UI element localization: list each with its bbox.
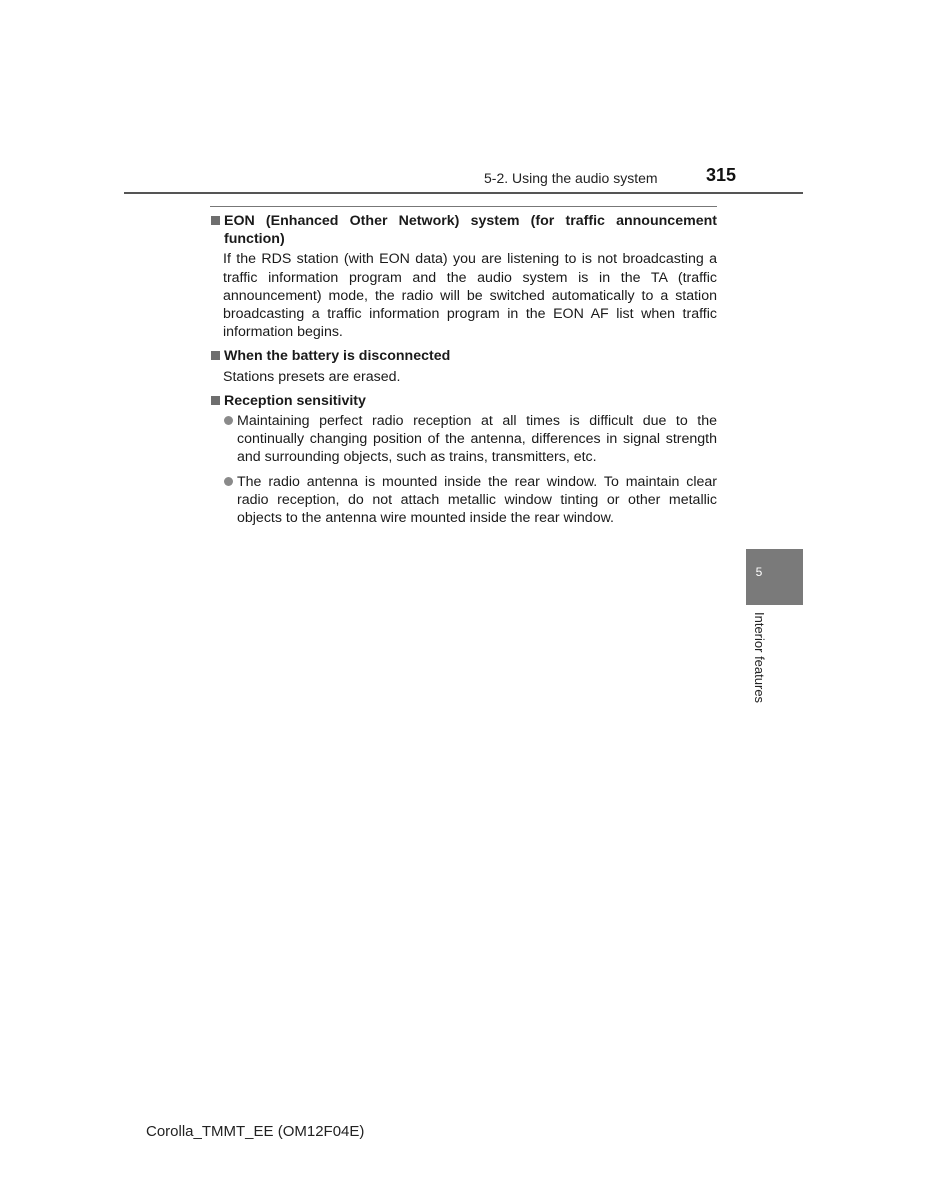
section-heading xyxy=(210,212,717,248)
section-heading-text: EON (Enhanced Other Network) system (for traffic announcement function) xyxy=(224,213,717,248)
header-divider xyxy=(124,192,803,194)
page-content xyxy=(210,212,717,527)
section-reception xyxy=(210,392,717,527)
header-section-title: 5-2. Using the audio system xyxy=(484,170,658,186)
square-bullet-icon xyxy=(211,351,220,360)
chapter-number: 5 xyxy=(755,565,763,579)
square-bullet-icon xyxy=(211,396,220,405)
footer-text: Corolla_TMMT_EE (OM12F04E) xyxy=(146,1123,365,1140)
page-number: 315 xyxy=(706,165,737,185)
section-heading xyxy=(210,392,717,410)
section-heading-text: Reception sensitivity xyxy=(224,392,366,409)
content-top-divider xyxy=(210,206,717,207)
square-bullet-icon xyxy=(211,216,220,225)
section-heading xyxy=(210,347,717,365)
list-item xyxy=(223,473,717,528)
section-eon xyxy=(210,212,717,341)
chapter-tab xyxy=(746,549,803,605)
section-heading-text: When the battery is disconnected xyxy=(224,348,451,365)
section-battery xyxy=(210,347,717,385)
round-bullet-icon xyxy=(224,477,233,486)
section-body: If the RDS station (with EON data) you are listening to is not broadcasting a traffic information program and the audio system is in the TA (traffic announcement) mode, the radio will be switched automatically to a station broadcasting a traffic information program in the EON AF list when traffic information begins. xyxy=(223,251,717,341)
chapter-label: Interior features xyxy=(752,612,767,704)
list-item-text: The radio antenna is mounted inside the rear window. To maintain clear radio reception, do not attach metallic window tinting or other metallic objects to the antenna wire mounted inside the rear window. xyxy=(237,473,717,527)
list-item xyxy=(223,412,717,467)
section-body: Stations presets are erased. xyxy=(223,368,401,385)
round-bullet-icon xyxy=(224,416,233,425)
list-item-text: Maintaining perfect radio reception at all times is difficult due to the continually changing position of the antenna, differences in signal strength and surrounding objects, such as trains, transmitters, etc. xyxy=(237,413,717,466)
